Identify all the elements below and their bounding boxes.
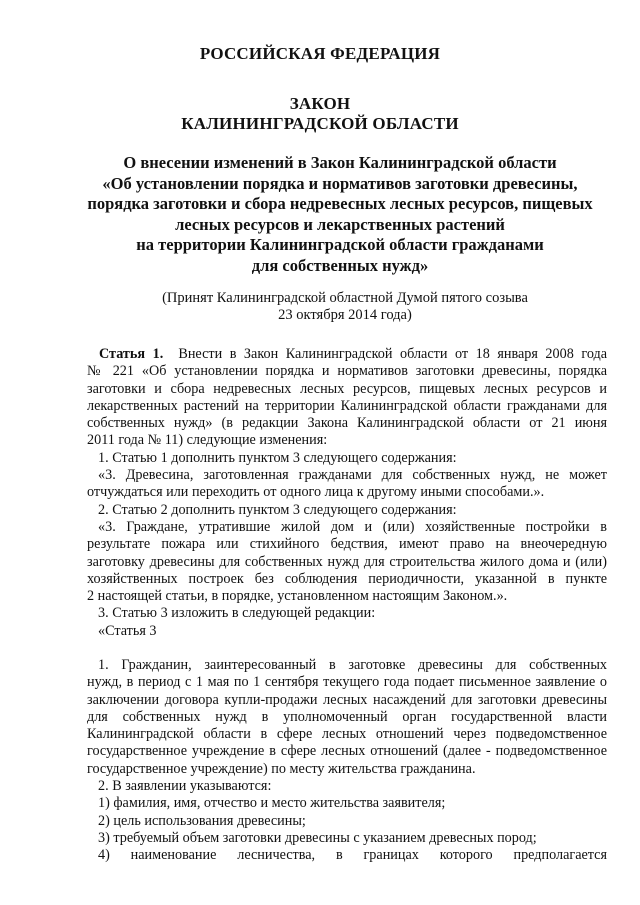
article-1-line: собственных нужд» (в редакции Закона Калининградской области от 21 июня xyxy=(87,415,607,432)
title-line: О внесении изменений в Закон Калининградской области xyxy=(123,153,557,172)
amendment-item: хозяйственных построек без соблюдения периодичности, указанной в пункте xyxy=(87,570,607,587)
amendment-item: 2. Статью 2 дополнить пунктом 3 следующего содержания: xyxy=(98,501,457,518)
article-1-line: № 221 «Об установлении порядка и нормативов заготовки древесины, порядка xyxy=(87,363,607,380)
article-1 xyxy=(87,346,607,640)
article-3-line: Калининградской области в сфере лесных отношений через подведомственное xyxy=(87,726,607,743)
article-1-line: 2011 года № 11) следующие изменения: xyxy=(87,432,328,449)
article-1-line: заготовки и сбора недревесных лесных ресурсов, пищевых лесных ресурсов и xyxy=(87,380,607,397)
adoption-note xyxy=(120,290,570,324)
amendment-item: 1. Статью 1 дополнить пунктом 3 следующего содержания: xyxy=(98,449,457,466)
title-line: лесных ресурсов и лекарственных растений xyxy=(175,214,505,234)
article-3-line: для собственных нужд в уполномоченный орган государственной власти xyxy=(87,708,607,725)
title-line: порядка заготовки и сбора недревесных лесных ресурсов, пищевых xyxy=(87,194,593,213)
article-1-label: Статья 1. xyxy=(99,346,164,362)
article-3-line: нужд, в период с 1 мая по 1 сентября текущего года подает письменное заявление о xyxy=(87,674,607,691)
article-1-text: Внести в Закон Калининградской области от 18 января 2008 года xyxy=(178,346,607,362)
amendment-item: отчуждаться или переходить от одного лица к другому иными способами.». xyxy=(87,484,545,501)
amendment-item: заготовку древесины для собственных нужд для строительства жилого дома и (или) xyxy=(87,553,607,570)
region-heading: КАЛИНИНГРАДСКОЙ ОБЛАСТИ xyxy=(181,114,459,133)
article-3-line: 1) фамилия, имя, отчество и место жительства заявителя; xyxy=(98,795,446,812)
title-line: на территории Калининградской области гражданами xyxy=(136,235,544,254)
adoption-note-line: (Принят Калининградской областной Думой пятого созыва xyxy=(162,290,528,306)
title-line: «Об установлении порядка и нормативов заготовки древесины, xyxy=(102,173,578,193)
article-3-line: 4) наименование лесничества, в границах которого предполагается xyxy=(98,847,607,864)
amendment-item: 2 настоящей статьи, в порядке, установленном настоящим Законом.». xyxy=(87,588,508,605)
title-line: для собственных нужд» xyxy=(251,255,429,275)
article-3-line: государственное учреждение) по месту жительства гражданина. xyxy=(87,760,476,777)
law-title xyxy=(60,153,620,276)
article-3-line: 3) требуемый объем заготовки древесины с указанием древесных пород; xyxy=(98,829,537,846)
federation-heading: РОССИЙСКАЯ ФЕДЕРАЦИЯ xyxy=(199,44,441,63)
amendment-item: «3. Граждане, утратившие жилой дом и (или) хозяйственные постройки в xyxy=(98,518,607,535)
article-1-line: лекарственных растений на территории Калининградской области гражданами для xyxy=(87,397,607,414)
adoption-note-line: 23 октября 2014 года) xyxy=(278,307,412,323)
article-3-text xyxy=(87,657,607,865)
law-heading: ЗАКОН xyxy=(289,94,351,113)
article-3-line: 2) цель использования древесины; xyxy=(98,812,306,829)
article-1-first-line xyxy=(87,346,607,363)
article-3-line: 1. Гражданин, заинтересованный в заготовке древесины для собственных xyxy=(98,657,607,673)
amendment-item: «3. Древесина, заготовленная гражданами для собственных нужд, не может xyxy=(98,467,607,484)
amendment-item: результате пожара или стихийного бедствия, имеют право на внеочередную xyxy=(87,536,607,553)
article-3-line: 2. В заявлении указываются: xyxy=(98,778,272,795)
article-3-line: государственное учреждение в сфере лесных отношений (далее - подведомственное xyxy=(87,743,607,760)
amendment-item: 3. Статью 3 изложить в следующей редакции: xyxy=(98,605,376,622)
article-3-line: заключении договора купли-продажи лесных насаждений для заготовки древесины xyxy=(87,691,607,708)
amendment-item: «Статья 3 xyxy=(98,622,157,639)
